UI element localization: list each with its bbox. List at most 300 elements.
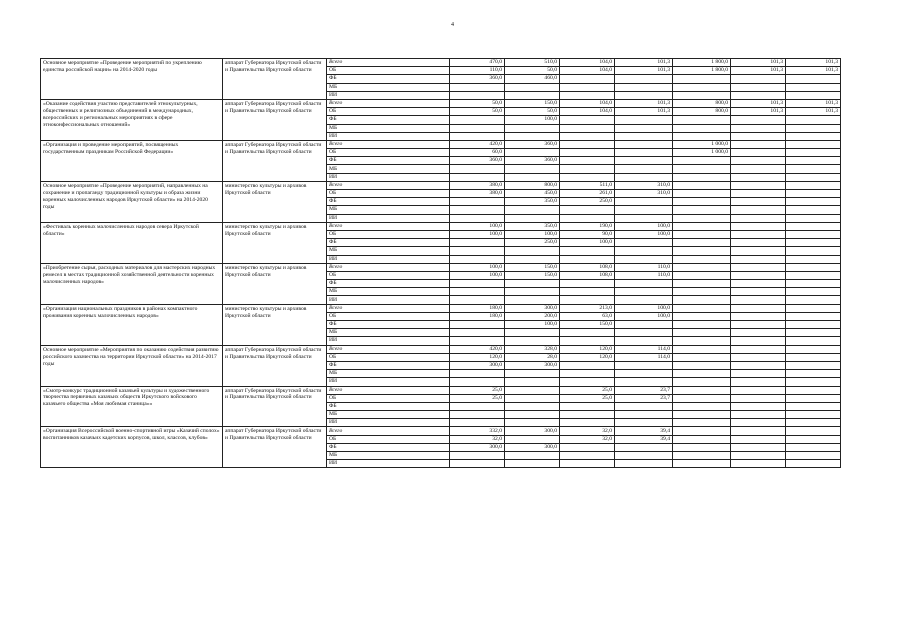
- amount-cell: [450, 337, 505, 345]
- amount-cell: [786, 460, 841, 468]
- funding-source: ФБ: [327, 321, 450, 329]
- table-row: [41, 222, 841, 230]
- amount-cell: [560, 288, 615, 296]
- amount-cell: 310,0: [615, 190, 673, 198]
- amount-cell: 180,0: [450, 304, 505, 312]
- amount-cell: [615, 140, 673, 148]
- amount-cell: [731, 402, 786, 410]
- executor-name: министерство культуры и архивов Иркутской области: [223, 304, 327, 345]
- amount-cell: [505, 280, 560, 288]
- amount-cell: [786, 386, 841, 394]
- amount-cell: 800,0: [673, 108, 731, 116]
- funding-source: ОБ: [327, 230, 450, 238]
- amount-cell: [560, 214, 615, 222]
- amount-cell: [505, 132, 560, 140]
- funding-source: ИИ: [327, 419, 450, 427]
- amount-cell: [731, 353, 786, 361]
- amount-cell: 460,0: [505, 75, 560, 83]
- amount-cell: 380,0: [450, 181, 505, 189]
- amount-cell: [615, 91, 673, 99]
- funding-source: ИИ: [327, 255, 450, 263]
- executor-name: аппарат Губернатора Иркутской области и Правительства Иркутской области: [223, 427, 327, 468]
- amount-cell: [560, 411, 615, 419]
- amount-cell: [615, 411, 673, 419]
- amount-cell: 100,0: [615, 312, 673, 320]
- funding-source: Всего: [327, 181, 450, 189]
- amount-cell: [673, 214, 731, 222]
- amount-cell: 350,0: [505, 222, 560, 230]
- amount-cell: 25,0: [450, 394, 505, 402]
- amount-cell: [615, 419, 673, 427]
- amount-cell: [786, 173, 841, 181]
- amount-cell: [560, 255, 615, 263]
- amount-cell: 101,3: [731, 67, 786, 75]
- amount-cell: [673, 75, 731, 83]
- amount-cell: [450, 124, 505, 132]
- amount-cell: 101,3: [786, 108, 841, 116]
- amount-cell: [786, 230, 841, 238]
- amount-cell: [560, 378, 615, 386]
- amount-cell: [673, 386, 731, 394]
- amount-cell: 101,3: [786, 67, 841, 75]
- funding-source: Всего: [327, 140, 450, 148]
- amount-cell: 150,0: [505, 99, 560, 107]
- amount-cell: [560, 329, 615, 337]
- amount-cell: [505, 296, 560, 304]
- amount-cell: [450, 411, 505, 419]
- amount-cell: 50,0: [505, 67, 560, 75]
- funding-source: ОБ: [327, 67, 450, 75]
- table-row: [41, 140, 841, 148]
- amount-cell: [731, 361, 786, 369]
- amount-cell: [786, 198, 841, 206]
- amount-cell: [786, 329, 841, 337]
- amount-cell: [560, 157, 615, 165]
- amount-cell: [615, 370, 673, 378]
- amount-cell: [673, 435, 731, 443]
- amount-cell: [450, 255, 505, 263]
- table-row: [41, 304, 841, 312]
- amount-cell: [731, 247, 786, 255]
- amount-cell: [786, 370, 841, 378]
- amount-cell: [505, 149, 560, 157]
- amount-cell: 1 800,0: [673, 59, 731, 67]
- amount-cell: [505, 288, 560, 296]
- amount-cell: 120,0: [560, 353, 615, 361]
- amount-cell: [673, 263, 731, 271]
- funding-source: Всего: [327, 304, 450, 312]
- amount-cell: 511,0: [560, 181, 615, 189]
- amount-cell: [731, 132, 786, 140]
- funding-source: ИИ: [327, 337, 450, 345]
- funding-source: ОБ: [327, 394, 450, 402]
- amount-cell: [731, 263, 786, 271]
- amount-cell: 213,0: [560, 304, 615, 312]
- amount-cell: 250,0: [505, 239, 560, 247]
- funding-source: Всего: [327, 99, 450, 107]
- amount-cell: [615, 239, 673, 247]
- amount-cell: [505, 337, 560, 345]
- amount-cell: [560, 443, 615, 451]
- amount-cell: 300,0: [505, 443, 560, 451]
- amount-cell: [450, 247, 505, 255]
- amount-cell: [450, 198, 505, 206]
- amount-cell: [615, 255, 673, 263]
- amount-cell: 420,0: [450, 140, 505, 148]
- amount-cell: [786, 312, 841, 320]
- amount-cell: [615, 124, 673, 132]
- table-row: [41, 427, 841, 435]
- amount-cell: [673, 394, 731, 402]
- table-row: [41, 59, 841, 67]
- amount-cell: [786, 116, 841, 124]
- amount-cell: 1 000,0: [673, 140, 731, 148]
- amount-cell: [505, 255, 560, 263]
- amount-cell: 50,0: [505, 108, 560, 116]
- amount-cell: [560, 165, 615, 173]
- amount-cell: 100,0: [450, 230, 505, 238]
- amount-cell: 50,0: [450, 99, 505, 107]
- amount-cell: 63,0: [560, 312, 615, 320]
- amount-cell: [731, 91, 786, 99]
- amount-cell: [673, 296, 731, 304]
- amount-cell: 380,0: [450, 190, 505, 198]
- funding-source: МБ: [327, 206, 450, 214]
- amount-cell: 25,0: [560, 394, 615, 402]
- amount-cell: [450, 419, 505, 427]
- amount-cell: [786, 157, 841, 165]
- amount-cell: [731, 460, 786, 468]
- amount-cell: [731, 452, 786, 460]
- amount-cell: [450, 239, 505, 247]
- amount-cell: 350,0: [505, 198, 560, 206]
- amount-cell: [673, 378, 731, 386]
- amount-cell: [505, 173, 560, 181]
- amount-cell: [450, 116, 505, 124]
- amount-cell: 101,3: [615, 67, 673, 75]
- amount-cell: [731, 157, 786, 165]
- amount-cell: [786, 83, 841, 91]
- amount-cell: [560, 206, 615, 214]
- amount-cell: [505, 386, 560, 394]
- amount-cell: 300,0: [505, 304, 560, 312]
- amount-cell: [786, 321, 841, 329]
- amount-cell: [731, 239, 786, 247]
- amount-cell: 101,3: [786, 99, 841, 107]
- activity-name: «Оказание содействия участию представителей этнокультурных, общественных и религиозных объединений в международных, всероссийских и региональных мероприятиях в сфере этноконфессиональных отношений»: [41, 99, 223, 140]
- funding-source: МБ: [327, 83, 450, 91]
- activity-name: Основное мероприятие «Проведение мероприятий по укреплению единства российской нации» на 2014-2020 годы: [41, 59, 223, 100]
- funding-source: ФБ: [327, 239, 450, 247]
- amount-cell: 32,0: [450, 435, 505, 443]
- amount-cell: 104,0: [560, 99, 615, 107]
- amount-cell: 104,0: [560, 59, 615, 67]
- amount-cell: 110,0: [450, 67, 505, 75]
- amount-cell: [673, 345, 731, 353]
- amount-cell: 180,0: [450, 312, 505, 320]
- amount-cell: [731, 222, 786, 230]
- amount-cell: [786, 288, 841, 296]
- amount-cell: [786, 353, 841, 361]
- amount-cell: 25,0: [560, 386, 615, 394]
- funding-source: МБ: [327, 165, 450, 173]
- amount-cell: [505, 402, 560, 410]
- amount-cell: [673, 124, 731, 132]
- funding-source: ОБ: [327, 435, 450, 443]
- amount-cell: [615, 402, 673, 410]
- executor-name: министерство культуры и архивов Иркутской области: [223, 181, 327, 222]
- funding-source: МБ: [327, 288, 450, 296]
- amount-cell: [673, 206, 731, 214]
- amount-cell: [505, 214, 560, 222]
- funding-source: МБ: [327, 247, 450, 255]
- amount-cell: [673, 411, 731, 419]
- amount-cell: 300,0: [450, 443, 505, 451]
- amount-cell: [673, 321, 731, 329]
- funding-source: ФБ: [327, 402, 450, 410]
- amount-cell: 150,0: [505, 271, 560, 279]
- amount-cell: [615, 280, 673, 288]
- amount-cell: [731, 173, 786, 181]
- funding-source: МБ: [327, 411, 450, 419]
- amount-cell: 360,0: [450, 157, 505, 165]
- amount-cell: [615, 337, 673, 345]
- amount-cell: 360,0: [450, 75, 505, 83]
- amount-cell: [560, 280, 615, 288]
- activity-name: Основное мероприятие «Проведение мероприятий, направленных на сохранение и пропаганду традиционной культуры и образа жизни коренных малочисленных народов Иркутской области» на 2014-2020 годы: [41, 181, 223, 222]
- amount-cell: [786, 452, 841, 460]
- amount-cell: [786, 124, 841, 132]
- amount-cell: 101,3: [615, 108, 673, 116]
- amount-cell: [615, 149, 673, 157]
- amount-cell: 108,0: [560, 263, 615, 271]
- amount-cell: [560, 132, 615, 140]
- amount-cell: [560, 460, 615, 468]
- amount-cell: [673, 255, 731, 263]
- amount-cell: 1 800,0: [673, 67, 731, 75]
- activity-name: «Организация и проведение мероприятий, посвященных государственным праздникам Российской Федерации»: [41, 140, 223, 181]
- amount-cell: 32,0: [560, 435, 615, 443]
- amount-cell: [731, 75, 786, 83]
- amount-cell: [731, 378, 786, 386]
- amount-cell: [786, 91, 841, 99]
- table-row: [41, 99, 841, 107]
- activity-name: «Организация национальных праздников в районах компактного проживания коренных малочисленных народов»: [41, 304, 223, 345]
- amount-cell: 101,3: [615, 99, 673, 107]
- amount-cell: [673, 288, 731, 296]
- executor-name: министерство культуры и архивов Иркутской области: [223, 222, 327, 263]
- amount-cell: [731, 329, 786, 337]
- amount-cell: 39,4: [615, 435, 673, 443]
- amount-cell: [505, 435, 560, 443]
- amount-cell: [505, 206, 560, 214]
- amount-cell: 510,0: [505, 59, 560, 67]
- amount-cell: [731, 337, 786, 345]
- amount-cell: [450, 321, 505, 329]
- amount-cell: 28,0: [505, 353, 560, 361]
- amount-cell: [786, 222, 841, 230]
- funding-source: ОБ: [327, 108, 450, 116]
- amount-cell: [731, 304, 786, 312]
- funding-source: ИИ: [327, 296, 450, 304]
- amount-cell: [560, 173, 615, 181]
- amount-cell: [731, 149, 786, 157]
- amount-cell: [450, 296, 505, 304]
- amount-cell: 100,0: [615, 222, 673, 230]
- funding-source: Всего: [327, 59, 450, 67]
- amount-cell: [673, 198, 731, 206]
- amount-cell: [505, 378, 560, 386]
- amount-cell: 50,0: [450, 108, 505, 116]
- amount-cell: [615, 165, 673, 173]
- amount-cell: [673, 312, 731, 320]
- funding-source: ОБ: [327, 190, 450, 198]
- funding-source: Всего: [327, 222, 450, 230]
- amount-cell: [673, 370, 731, 378]
- amount-cell: [505, 370, 560, 378]
- funding-source: ФБ: [327, 157, 450, 165]
- amount-cell: 100,0: [450, 263, 505, 271]
- amount-cell: [786, 181, 841, 189]
- amount-cell: [786, 280, 841, 288]
- amount-cell: [731, 427, 786, 435]
- amount-cell: 101,3: [786, 59, 841, 67]
- amount-cell: [786, 206, 841, 214]
- amount-cell: [731, 288, 786, 296]
- amount-cell: [673, 230, 731, 238]
- amount-cell: 101,3: [731, 99, 786, 107]
- amount-cell: [731, 214, 786, 222]
- amount-cell: [786, 304, 841, 312]
- amount-cell: [673, 402, 731, 410]
- funding-source: Всего: [327, 263, 450, 271]
- amount-cell: [786, 361, 841, 369]
- amount-cell: [786, 345, 841, 353]
- budget-table: [40, 58, 841, 468]
- amount-cell: [505, 452, 560, 460]
- amount-cell: [731, 411, 786, 419]
- funding-source: Всего: [327, 345, 450, 353]
- funding-source: ФБ: [327, 443, 450, 451]
- executor-name: аппарат Губернатора Иркутской области и Правительства Иркутской области: [223, 140, 327, 181]
- amount-cell: [731, 181, 786, 189]
- amount-cell: [560, 149, 615, 157]
- amount-cell: [786, 263, 841, 271]
- funding-source: ИИ: [327, 91, 450, 99]
- funding-source: ФБ: [327, 198, 450, 206]
- funding-source: Всего: [327, 427, 450, 435]
- amount-cell: [615, 443, 673, 451]
- amount-cell: [615, 361, 673, 369]
- amount-cell: 250,0: [560, 198, 615, 206]
- amount-cell: [673, 173, 731, 181]
- amount-cell: [786, 165, 841, 173]
- executor-name: аппарат Губернатора Иркутской области и Правительства Иркутской области: [223, 59, 327, 100]
- amount-cell: 420,0: [450, 345, 505, 353]
- amount-cell: [560, 116, 615, 124]
- amount-cell: [450, 83, 505, 91]
- amount-cell: [731, 206, 786, 214]
- funding-source: ИИ: [327, 214, 450, 222]
- amount-cell: 150,0: [505, 263, 560, 271]
- amount-cell: 60,0: [450, 149, 505, 157]
- amount-cell: [731, 271, 786, 279]
- amount-cell: 120,0: [560, 345, 615, 353]
- amount-cell: [560, 83, 615, 91]
- amount-cell: [673, 361, 731, 369]
- amount-cell: [673, 419, 731, 427]
- amount-cell: [450, 214, 505, 222]
- amount-cell: [731, 83, 786, 91]
- funding-source: МБ: [327, 329, 450, 337]
- amount-cell: [560, 402, 615, 410]
- amount-cell: [673, 337, 731, 345]
- funding-source: Всего: [327, 386, 450, 394]
- funding-source: ФБ: [327, 75, 450, 83]
- amount-cell: 150,0: [560, 321, 615, 329]
- amount-cell: 800,0: [673, 99, 731, 107]
- amount-cell: [786, 419, 841, 427]
- funding-source: ФБ: [327, 116, 450, 124]
- amount-cell: [673, 271, 731, 279]
- amount-cell: [560, 75, 615, 83]
- funding-source: ОБ: [327, 312, 450, 320]
- executor-name: аппарат Губернатора Иркутской области и Правительства Иркутской области: [223, 386, 327, 427]
- amount-cell: [731, 296, 786, 304]
- funding-source: ИИ: [327, 132, 450, 140]
- amount-cell: [615, 198, 673, 206]
- amount-cell: [560, 361, 615, 369]
- amount-cell: 190,0: [560, 222, 615, 230]
- amount-cell: [731, 386, 786, 394]
- amount-cell: [450, 91, 505, 99]
- funding-source: ФБ: [327, 361, 450, 369]
- amount-cell: [786, 411, 841, 419]
- amount-cell: [673, 443, 731, 451]
- amount-cell: [505, 411, 560, 419]
- amount-cell: 101,3: [615, 59, 673, 67]
- amount-cell: 25,0: [450, 386, 505, 394]
- amount-cell: [786, 435, 841, 443]
- amount-cell: [673, 427, 731, 435]
- amount-cell: 360,0: [505, 157, 560, 165]
- activity-name: «Фестиваль коренных малочисленных народов севера Иркутской области»: [41, 222, 223, 263]
- amount-cell: [786, 427, 841, 435]
- amount-cell: [450, 206, 505, 214]
- amount-cell: 101,3: [731, 59, 786, 67]
- amount-cell: 108,0: [560, 271, 615, 279]
- amount-cell: 100,0: [505, 230, 560, 238]
- amount-cell: 360,0: [505, 140, 560, 148]
- amount-cell: [673, 157, 731, 165]
- table-row: [41, 263, 841, 271]
- amount-cell: [786, 337, 841, 345]
- amount-cell: [615, 460, 673, 468]
- amount-cell: [786, 247, 841, 255]
- table-row: [41, 181, 841, 189]
- amount-cell: [505, 247, 560, 255]
- amount-cell: [731, 165, 786, 173]
- amount-cell: [673, 91, 731, 99]
- amount-cell: 114,0: [615, 345, 673, 353]
- amount-cell: 328,0: [505, 345, 560, 353]
- funding-source: ИИ: [327, 173, 450, 181]
- amount-cell: [450, 288, 505, 296]
- amount-cell: [731, 370, 786, 378]
- amount-cell: [673, 190, 731, 198]
- amount-cell: 261,0: [560, 190, 615, 198]
- amount-cell: [450, 370, 505, 378]
